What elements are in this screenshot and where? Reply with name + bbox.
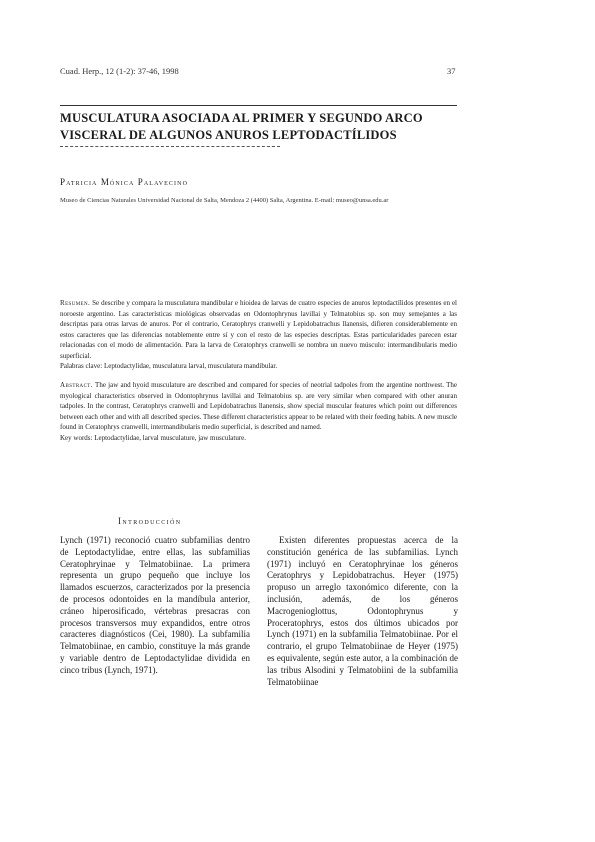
page-number: 37 bbox=[447, 66, 456, 76]
title-rule bbox=[60, 146, 280, 147]
top-rule bbox=[60, 105, 457, 106]
abstract-block bbox=[60, 380, 457, 443]
journal-citation: Cuad. Herp., 12 (1-2): 37-46, 1998 bbox=[60, 66, 179, 76]
resumen-block bbox=[60, 298, 457, 372]
abstract-keywords: Leptodactylidae, larval musculature, jaw musculature. bbox=[94, 433, 247, 442]
section-heading: Introducción bbox=[118, 516, 182, 526]
article-title bbox=[60, 110, 470, 144]
body-column-left: Lynch (1971) reconoció cuatro subfamilias dentro de Leptodactylidae, entre ellas, las subfamilias Ceratophryinae y Telmatobiinae. La primera representa un grupo pequeño que incluye los llamados escuerzos, caracterizados por la presencia de procesos odontoides en la mandíbula anterior, cráneo hiperosificado, vértebras presacras con procesos transversos muy expandidos, entre otros caracteres diagnósticos (Cei, 1980). La subfamilia Telmatobiinae, en cambio, constituye la más grande y variable dentro de Leptodactylidae dividida en cinco tribus (Lynch, 1971). bbox=[60, 535, 250, 675]
resumen-keywords: Leptodactylidae, musculatura larval, musculatura mandibular. bbox=[103, 362, 278, 370]
body-column-right: Existen diferentes propuestas acerca de la constitución genérica de las subfamilias. Lynch (1971) incluyó en Ceratophryinae los géneros Ceratophrys y Lepidobatrachus. Heyer (1975) propuso un arreglo taxonómico diferente, con la inclusión, además, de los géneros Macrogenioglottus, Odontophrynus y Proceratophrys, estos dos últimos ubicados por Lynch (1971) en la subfamilia Telmatobiinae. Por el contrario, el grupo Telmatobiinae de Heyer (1975) es equivalente, según este autor, a la combinación de las tribus Alsodini y Telmatobiini de la subfamilia Telmatobiinae bbox=[267, 535, 458, 687]
author-affiliation: Museo de Ciencias Naturales Universidad Nacional de Salta, Mendoza 2 (4400) Salta, Argentina. E-mail: museo@unsa.edu.ar bbox=[60, 197, 389, 204]
title-line-1: MUSCULATURA ASOCIADA AL PRIMER Y SEGUNDO ARCO bbox=[60, 111, 423, 125]
resumen-text: Se describe y compara la musculatura mandibular e hioidea de larvas de cuatro especies de anuros leptodactílidos presentes en el noroeste argentino. Las características miológicas observadas en Odontophrynus lavillai y Telmatobius sp. son muy semejantes a las descriptas para otras larvas de anuros. Por el contrario, Ceratophrys cranwelli y Lepidobatrachus llanensis, difieren considerablemente en estos caracteres que las diferencias notablemente entre sí y con el resto de las especies descriptas. Estas particularidades parecen estar relacionadas con el modo de alimentación. Para la larva de Ceratophrys cranwelli se nombra un nuevo músculo: intermandibularis medio superficial. bbox=[60, 299, 458, 360]
resumen-keywords-label: Palabras clave: bbox=[60, 362, 103, 370]
abstract-label: Abstract. bbox=[60, 381, 93, 389]
abstract-keywords-label: Key words: bbox=[60, 433, 93, 442]
resumen-label: Resumen. bbox=[60, 299, 91, 307]
abstract-text: The jaw and hyoid musculature are described and compared for species of neotrial tadpoles from the argentine northwest. The myological characteristics observed in Odontophrynus lavillai and Telmatobius sp. are very similar when compared with other anuran tadpoles. In the contrast, Ceratophrys cranwelli and Lepidobatrachus llanensis, show special muscular features which point out differences between each other and with all described species. These different characteristics appear to be related with their feeding habits. A new muscle found in Ceratophrys cranwelli, intermandibularis medio superficial, is described and named. bbox=[60, 381, 457, 431]
title-line-2: VISCERAL DE ALGUNOS ANUROS LEPTODACTÍLIDOS bbox=[60, 128, 397, 142]
author-name: Patricia Mónica Palavecino bbox=[60, 177, 188, 187]
